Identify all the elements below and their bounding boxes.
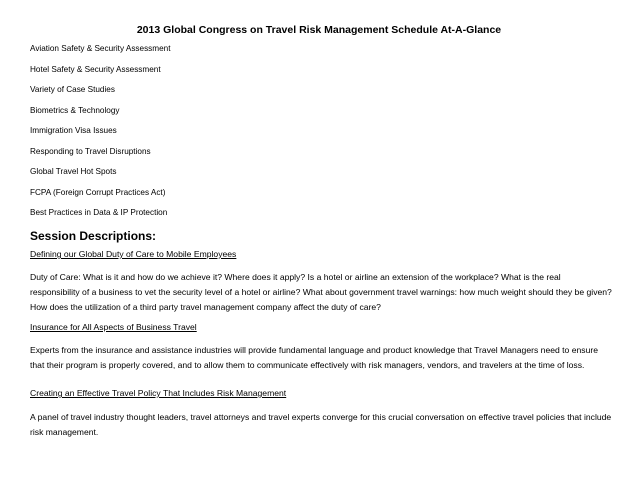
topic-item: Hotel Safety & Security Assessment (30, 64, 161, 74)
topic-item: Immigration Visa Issues (30, 126, 117, 135)
topic-item: Variety of Case Studies (30, 85, 115, 94)
session-description-travel-policy: A panel of travel industry thought leaders, travel attorneys and travel experts converge for this crucial conversation on effective travel policies that include risk management. (30, 412, 612, 437)
topic-item: FCPA (Foreign Corrupt Practices Act) (30, 187, 166, 197)
topic-item: Best Practices in Data & IP Protection (30, 208, 168, 217)
page-title: 2013 Global Congress on Travel Risk Management Schedule At-A-Glance (136, 24, 502, 36)
topic-item: Responding to Travel Disruptions (30, 146, 151, 156)
topic-item: Aviation Safety & Security Assessment (30, 44, 171, 53)
topic-item: Global Travel Hot Spots (30, 167, 117, 176)
session-description-insurance: Experts from the insurance and assistance industries will provide fundamental language and product knowledge that Travel Managers need to ensure that their program is properly covered, and to allow them to communicate effectively with risk managers, vendors, and travelers at the time of loss. (30, 345, 599, 370)
sessions-heading: Session Descriptions: (30, 229, 157, 243)
session-title-insurance: Insurance for All Aspects of Business Travel (30, 322, 197, 332)
session-description-duty-of-care: Duty of Care: What is it and how do we achieve it? Where does it apply? Is a hotel or airline an extension of the workplace? What is the real responsibility of a business to vet the security level of a hotel or airline? What about government travel warnings: how much weight should they be given? How does the utilization of a third party travel management company affect the duty of care? (30, 272, 612, 312)
topic-list (30, 44, 610, 229)
session-title-travel-policy: Creating an Effective Travel Policy That Includes Risk Management (30, 388, 287, 398)
topic-item: Biometrics & Technology (30, 105, 120, 115)
session-title-duty-of-care: Defining our Global Duty of Care to Mobile Employees (30, 249, 237, 259)
